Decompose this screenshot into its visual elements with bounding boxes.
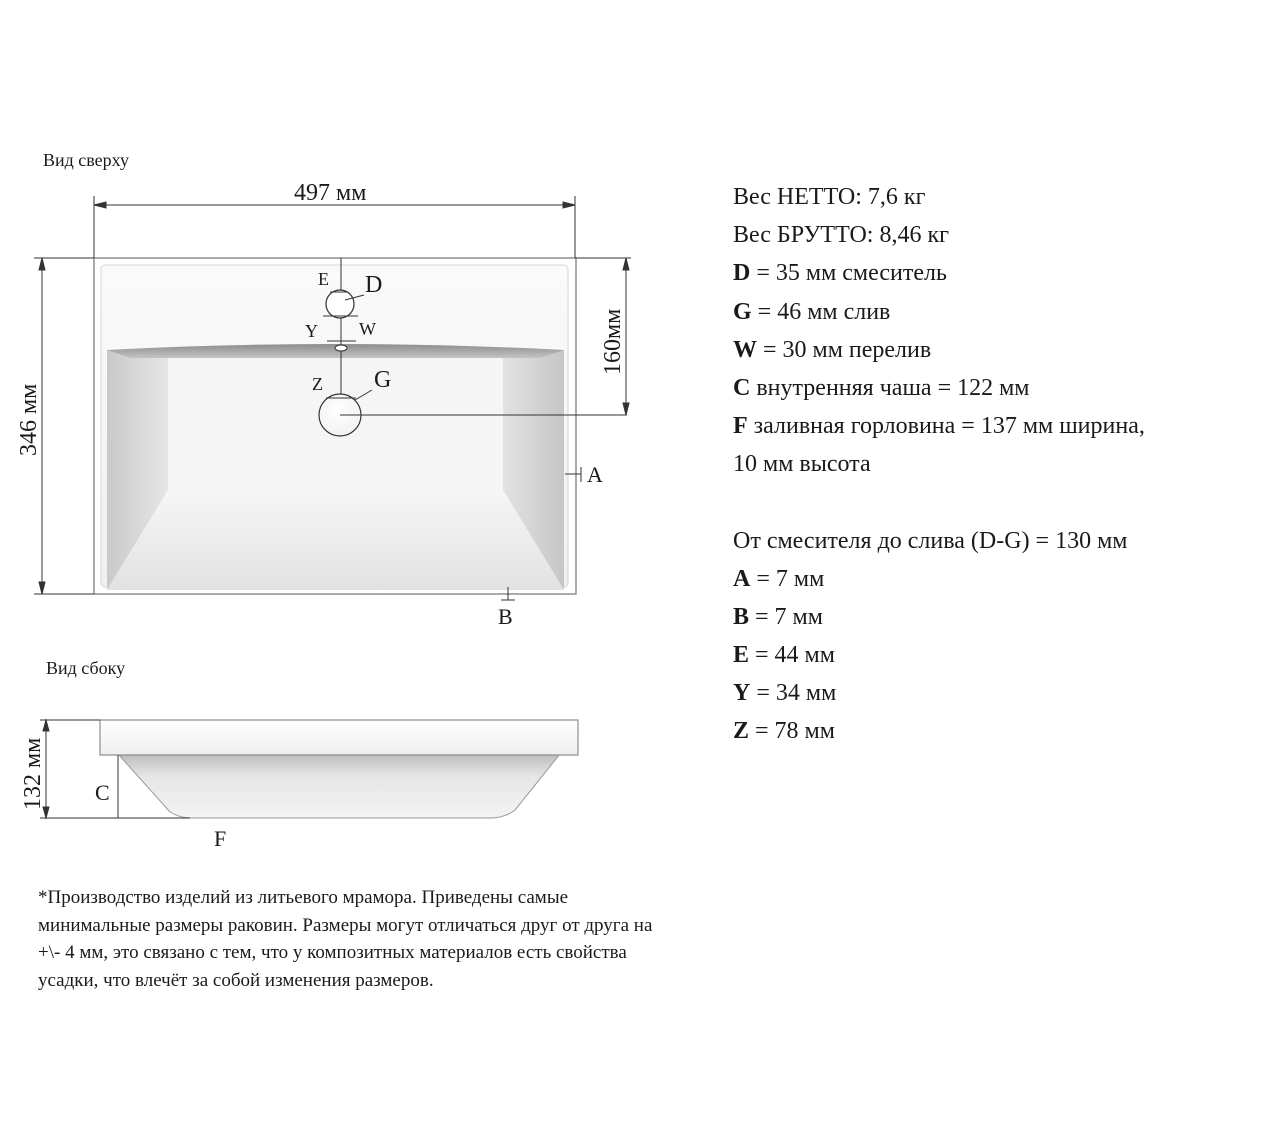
spec-line: W = 30 мм перелив [733, 336, 932, 363]
side-height-label: 132 мм [20, 737, 46, 810]
label-C: C [95, 780, 110, 805]
spec-line: C внутренняя чаша = 122 мм [733, 374, 1030, 401]
spec-line-continuation: 10 мм высота [733, 451, 871, 478]
dim-line: Z = 78 мм [733, 718, 835, 745]
dim-line: A = 7 мм [733, 565, 825, 592]
faucet-hole [326, 290, 354, 318]
spec-line: G = 46 мм слив [733, 298, 891, 325]
label-W: W [359, 319, 376, 339]
spec-line: F заливная горловина = 137 мм ширина, [733, 413, 1145, 440]
label-G: G [374, 367, 392, 393]
dim-line: E = 44 мм [733, 642, 835, 669]
label-E: E [318, 269, 329, 289]
height-dimension [34, 258, 94, 594]
footnote-line: +\- 4 мм, это связано с тем, что у композитных материалов есть свойства [38, 942, 627, 963]
gross-weight: Вес БРУТТО: 8,46 кг [733, 222, 949, 249]
footnote-line: усадки, что влечёт за собой изменения размеров. [38, 969, 434, 991]
footnote-line: минимальные размеры раковин. Размеры могут отличаться друг от друга на [38, 914, 653, 936]
faucet-drain-distance: От смесителя до слива (D-G) = 130 мм [733, 527, 1128, 554]
label-Z: Z [312, 374, 323, 394]
side-view-caption: Вид сбоку [46, 658, 126, 678]
label-A: A [587, 462, 603, 487]
bowl-depth-label: 160мм [600, 308, 626, 375]
side-view-sink [100, 720, 578, 818]
footnote [38, 884, 798, 994]
label-Y: Y [305, 321, 318, 341]
spec-line: D = 35 мм смеситель [733, 260, 947, 287]
height-label: 346 мм [16, 383, 42, 456]
top-view-caption: Вид сверху [43, 150, 129, 170]
dim-line: B = 7 мм [733, 603, 823, 630]
overflow-hole [335, 345, 347, 351]
label-D: D [365, 272, 383, 298]
width-label: 497 мм [294, 180, 367, 206]
net-weight: Вес НЕТТО: 7,6 кг [733, 184, 926, 210]
dim-line: Y = 34 мм [733, 680, 837, 707]
bowl-front-wall [107, 490, 564, 590]
specifications [733, 178, 1273, 751]
footnote-line: *Производство изделий из литьевого мрамора. Приведены самые [38, 887, 569, 908]
label-F: F [214, 826, 227, 851]
label-B: B [498, 604, 513, 629]
